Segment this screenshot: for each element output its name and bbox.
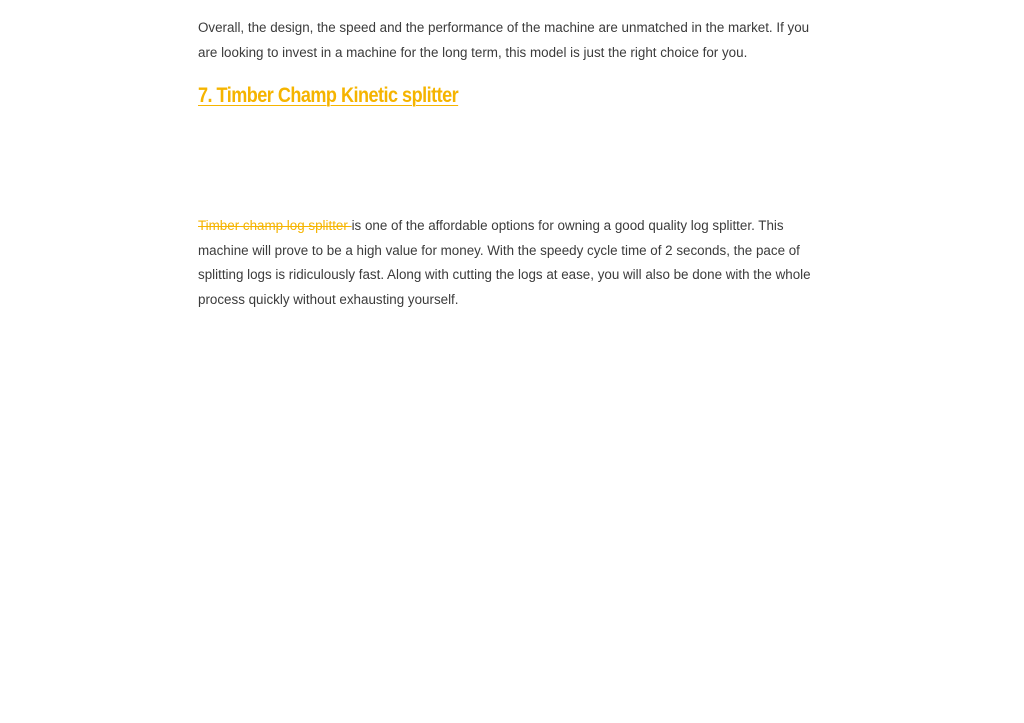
product-link[interactable]: Timber champ log splitter bbox=[198, 218, 352, 233]
product-paragraph-text: is one of the affordable options for owning a good quality log splitter. This machine will prove to be a high value for money. With the speedy cycle time of 2 seconds, the pace of splitting logs is ridiculously fast. Along with cutting the logs at ease, you will also be done with the whole process quickly without exhausting yourself. bbox=[198, 218, 811, 307]
intro-paragraph: Overall, the design, the speed and the performance of the machine are unmatched in the market. If you are looking to invest in a machine for the long term, this model is just the right choice for you. bbox=[198, 20, 810, 60]
product-paragraph bbox=[198, 214, 828, 312]
section-heading[interactable]: 7. Timber Champ Kinetic splitter bbox=[198, 84, 459, 107]
